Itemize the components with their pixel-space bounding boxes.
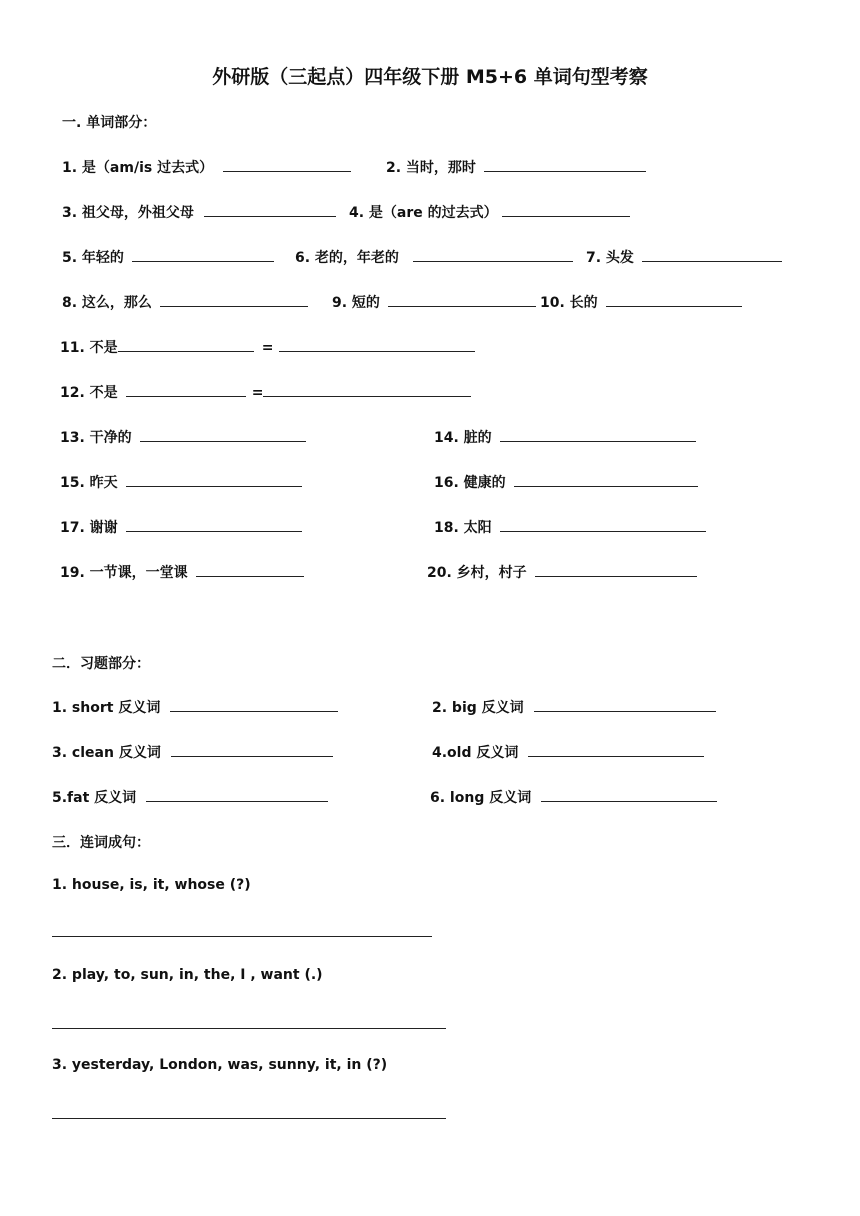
vocab-label: 8. 这么，那么 xyxy=(62,295,152,311)
vocab-item xyxy=(434,427,696,447)
answer-blank[interactable] xyxy=(132,247,274,262)
antonym-label: 6. long 反义词 xyxy=(430,790,532,806)
page-title: 外研版（三起点）四年级下册 M5+6 单词句型考察 xyxy=(212,66,648,88)
vocab-item xyxy=(62,247,274,267)
vocab-label: 19. 一节课，一堂课 xyxy=(60,565,188,581)
answer-blank[interactable] xyxy=(528,742,704,757)
vocab-item xyxy=(60,562,304,582)
vocab-item xyxy=(427,562,697,582)
vocab-label: 13. 干净的 xyxy=(60,430,132,446)
vocab-label: 16. 健康的 xyxy=(434,475,506,491)
equals-sign: = xyxy=(251,385,264,401)
vocab-item xyxy=(62,292,308,312)
vocab-item xyxy=(62,157,351,177)
answer-blank[interactable] xyxy=(642,247,782,262)
vocab-item xyxy=(349,202,630,222)
vocab-item xyxy=(434,472,698,492)
antonym-label: 3. clean 反义词 xyxy=(52,745,161,761)
vocab-label: 1. 是（am/is 过去式） xyxy=(62,160,214,176)
vocab-item xyxy=(540,292,742,312)
sentence-item: 2. play, to, sun, in, the, I , want (.) xyxy=(52,967,323,983)
answer-blank[interactable] xyxy=(126,517,302,532)
answer-blank[interactable] xyxy=(146,787,328,802)
answer-blank[interactable] xyxy=(534,697,716,712)
vocab-label: 9. 短的 xyxy=(332,295,380,311)
vocab-label: 2. 当时，那时 xyxy=(386,160,476,176)
vocab-label: 15. 昨天 xyxy=(60,475,118,491)
antonym-label: 2. big 反义词 xyxy=(432,700,524,716)
answer-blank[interactable] xyxy=(126,382,246,397)
answer-blank[interactable] xyxy=(500,427,696,442)
vocab-label: 20. 乡村，村子 xyxy=(427,565,527,581)
vocab-label: 10. 长的 xyxy=(540,295,598,311)
answer-blank[interactable] xyxy=(279,337,475,352)
antonym-item xyxy=(430,787,717,807)
answer-blank[interactable] xyxy=(170,697,338,712)
answer-blank[interactable] xyxy=(204,202,336,217)
vocab-item xyxy=(434,517,706,537)
section-heading-exercises: 二．习题部分： xyxy=(52,656,150,672)
answer-blank[interactable] xyxy=(514,472,698,487)
vocab-item xyxy=(62,202,336,222)
vocab-label: 12. 不是 xyxy=(60,385,118,401)
answer-blank[interactable] xyxy=(541,787,717,802)
antonym-label: 5.fat 反义词 xyxy=(52,790,137,806)
vocab-label: 6. 老的，年老的 xyxy=(295,250,399,266)
vocab-item xyxy=(60,382,471,402)
equals-sign: = xyxy=(261,340,274,356)
vocab-label: 17. 谢谢 xyxy=(60,520,118,536)
answer-blank[interactable] xyxy=(500,517,706,532)
vocab-item xyxy=(332,292,536,312)
answer-blank[interactable] xyxy=(502,202,630,217)
antonym-item xyxy=(52,697,338,717)
answer-blank[interactable] xyxy=(263,382,471,397)
vocab-label: 5. 年轻的 xyxy=(62,250,124,266)
answer-line[interactable] xyxy=(52,1028,446,1029)
section-heading-vocabulary: 一. 单词部分： xyxy=(62,115,157,131)
antonym-item xyxy=(432,697,716,717)
vocab-label: 4. 是（are 的过去式） xyxy=(349,205,498,221)
answer-blank[interactable] xyxy=(606,292,742,307)
antonym-label: 4.old 反义词 xyxy=(432,745,519,761)
antonym-item xyxy=(52,787,328,807)
vocab-label: 11. 不是 xyxy=(60,340,118,356)
answer-blank[interactable] xyxy=(223,157,351,172)
answer-blank[interactable] xyxy=(196,562,304,577)
vocab-item xyxy=(60,427,306,447)
vocab-item xyxy=(295,247,573,267)
antonym-label: 1. short 反义词 xyxy=(52,700,161,716)
vocab-item xyxy=(386,157,646,177)
answer-blank[interactable] xyxy=(126,472,302,487)
answer-blank[interactable] xyxy=(140,427,306,442)
answer-blank[interactable] xyxy=(535,562,697,577)
sentence-item: 3. yesterday, London, was, sunny, it, in (?) xyxy=(52,1057,388,1073)
answer-blank[interactable] xyxy=(171,742,333,757)
answer-line[interactable] xyxy=(52,936,432,937)
vocab-label: 18. 太阳 xyxy=(434,520,492,536)
vocab-item xyxy=(60,517,302,537)
vocab-label: 3. 祖父母，外祖父母 xyxy=(62,205,194,221)
answer-line[interactable] xyxy=(52,1118,446,1119)
vocab-item xyxy=(60,337,475,357)
vocab-label: 7. 头发 xyxy=(586,250,634,266)
antonym-item xyxy=(432,742,704,762)
answer-blank[interactable] xyxy=(484,157,646,172)
vocab-item xyxy=(586,247,782,267)
section-heading-sentences: 三．连词成句： xyxy=(52,835,150,851)
answer-blank[interactable] xyxy=(388,292,536,307)
sentence-item: 1. house, is, it, whose (?) xyxy=(52,877,251,893)
antonym-item xyxy=(52,742,333,762)
answer-blank[interactable] xyxy=(118,337,254,352)
vocab-item xyxy=(60,472,302,492)
answer-blank[interactable] xyxy=(160,292,308,307)
vocab-label: 14. 脏的 xyxy=(434,430,492,446)
answer-blank[interactable] xyxy=(413,247,573,262)
